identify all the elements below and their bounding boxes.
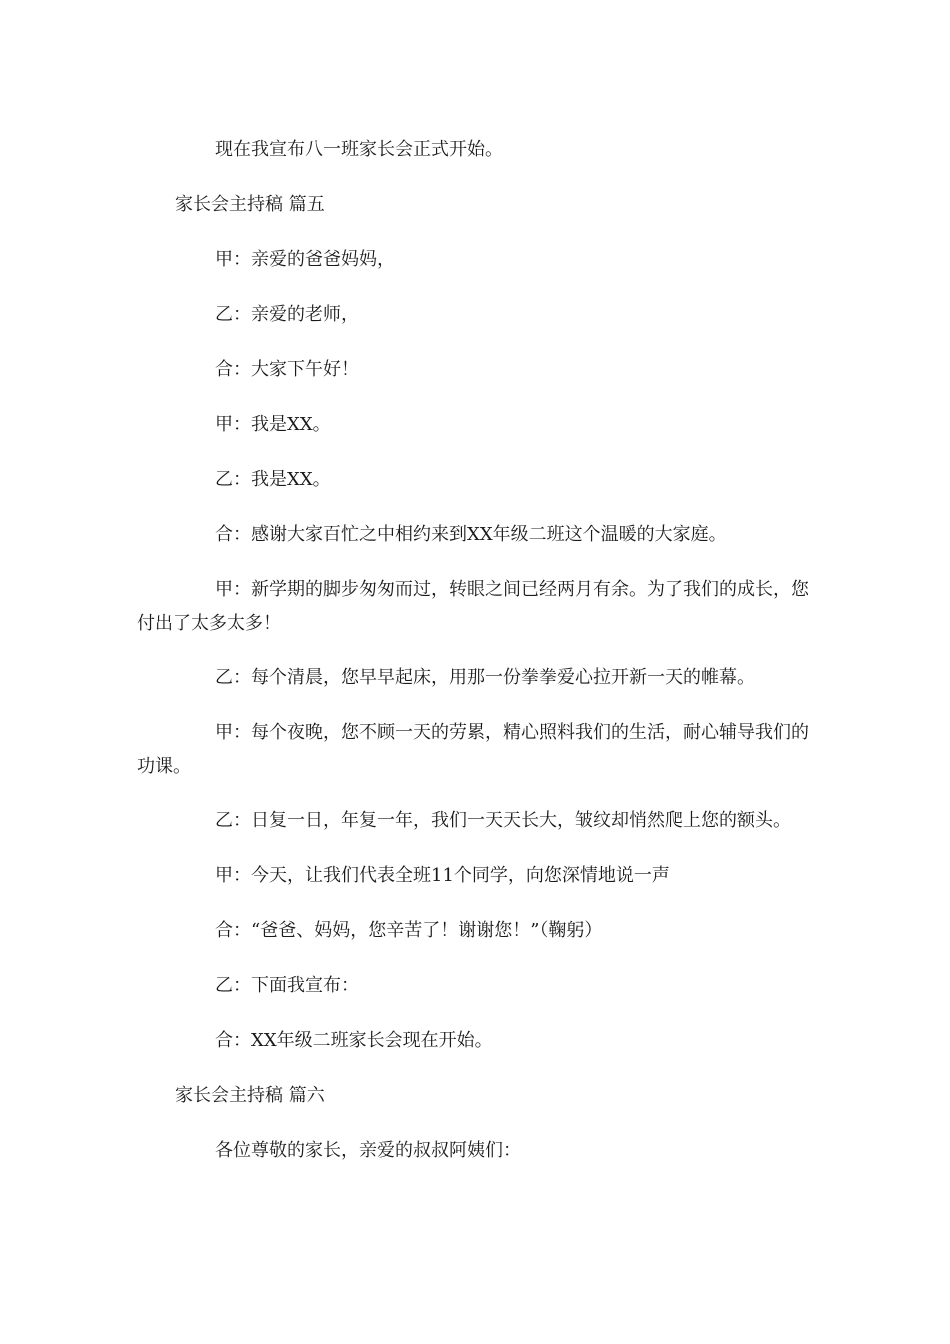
section-heading-part-six: 家长会主持稿 篇六 <box>175 1085 325 1106</box>
paragraph-wrapped: 甲：新学期的脚步匆匆而过，转眼之间已经两月有余。为了我们的成长，您付出了太多太多！ <box>137 579 809 634</box>
paragraph: 各位尊敬的家长，亲爱的叔叔阿姨们： <box>215 1140 521 1161</box>
paragraph: 合：感谢大家百忙之中相约来到XX年级二班这个温暖的大家庭。 <box>215 524 727 545</box>
paragraph: 乙：每个清晨，您早早起床，用那一份拳拳爱心拉开新一天的帷幕。 <box>215 667 755 688</box>
paragraph: 甲：今天，让我们代表全班11个同学，向您深情地说一声 <box>215 865 670 886</box>
paragraph: 甲：我是XX。 <box>215 414 331 435</box>
paragraph: 乙：下面我宣布： <box>215 975 359 996</box>
paragraph: 乙：日复一日，年复一年，我们一天天长大，皱纹却悄然爬上您的额头。 <box>215 810 791 831</box>
paragraph: 乙：亲爱的老师， <box>215 304 359 325</box>
paragraph-opening-announcement: 现在我宣布八一班家长会正式开始。 <box>215 139 503 160</box>
paragraph: 合：XX年级二班家长会现在开始。 <box>215 1030 493 1051</box>
section-heading-part-five: 家长会主持稿 篇五 <box>175 194 325 215</box>
paragraph: 合：“爸爸、妈妈，您辛苦了！谢谢您！”（鞠躬） <box>215 920 603 941</box>
paragraph: 甲：亲爱的爸爸妈妈， <box>215 249 395 270</box>
paragraph: 合：大家下午好！ <box>215 359 359 380</box>
paragraph: 乙：我是XX。 <box>215 469 331 490</box>
paragraph-wrapped: 甲：每个夜晚，您不顾一天的劳累，精心照料我们的生活，耐心辅导我们的功课。 <box>137 722 809 777</box>
